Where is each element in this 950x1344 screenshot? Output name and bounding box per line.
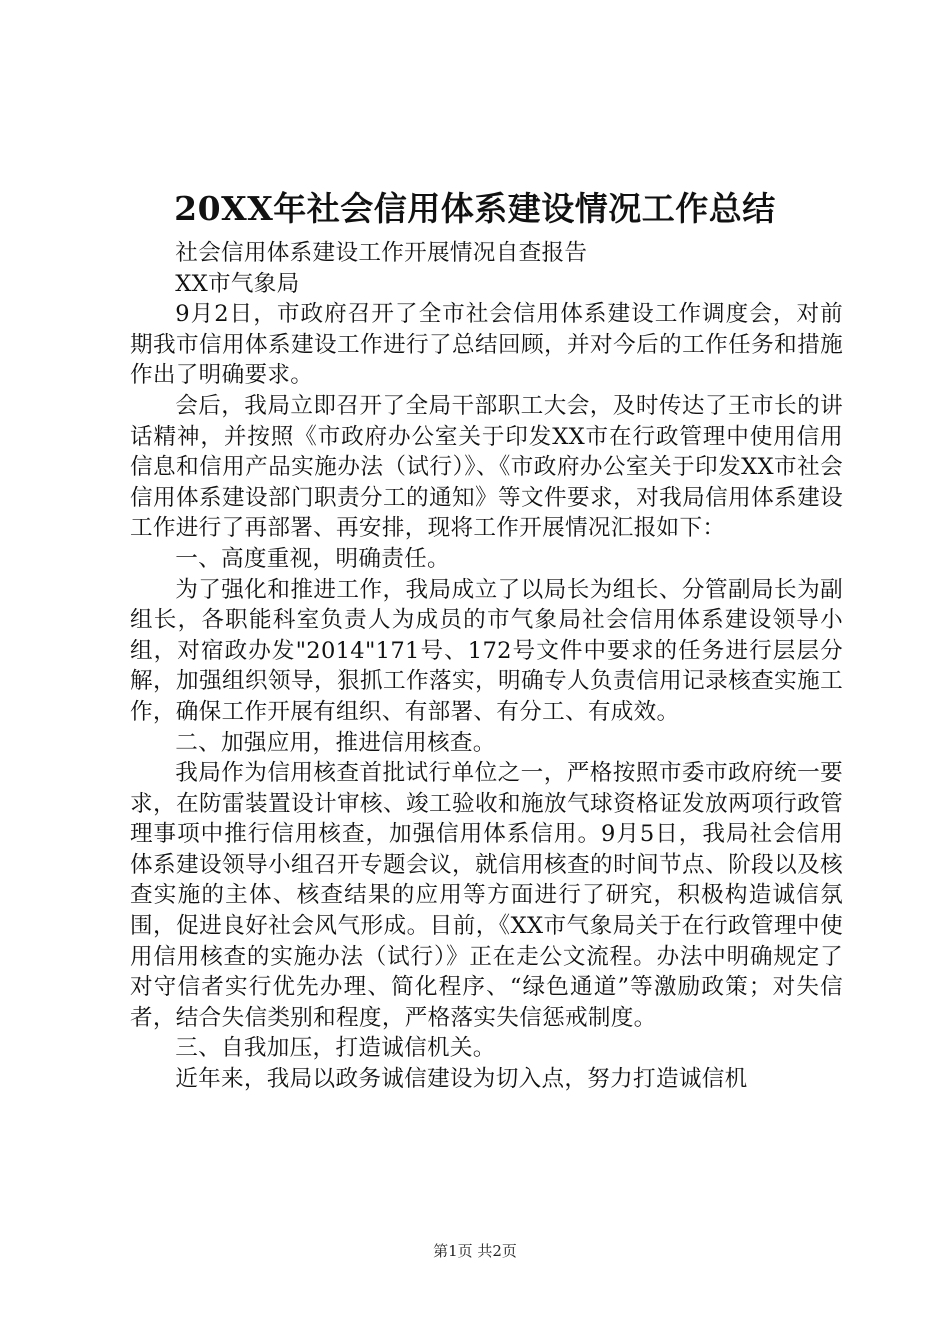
paragraph-subtitle: 社会信用体系建设工作开展情况自查报告 [175, 240, 588, 266]
paragraph: 会后，我局立即召开了全局干部职工大会，及时传达了王市长的讲话精神，并按照《市政府办公室关于印发XX市在行政管理中使用信用信息和信用产品实施办法（试行）》、《市政府办公室关于印发XX市社会信用体系建设部门职责分工的通知》等文件要求，对我局信用体系建设工作进行了再部署、再安排，现将工作开展情况汇报如下： [130, 392, 843, 542]
section-heading: 一、高度重视，明确责任。 [175, 545, 450, 572]
document-body [130, 238, 843, 1095]
section-heading: 二、加强应用，推进信用核查。 [175, 729, 496, 756]
page-footer: 第1页 共2页 [433, 1242, 517, 1260]
paragraph: 近年来，我局以政务诚信建设为切入点，努力打造诚信机 [175, 1066, 748, 1093]
section-heading: 三、自我加压，打造诚信机关。 [175, 1035, 496, 1062]
document-title: 20XX年社会信用体系建设情况工作总结 [174, 189, 776, 228]
paragraph: 我局作为信用核查首批试行单位之一，严格按照市委市政府统一要求，在防雷装置设计审核、竣工验收和施放气球资格证发放两项行政管理事项中推行信用核查，加强信用体系信用。9月5日，我局社会信用体系建设领导小组召开专题会议，就信用核查的时间节点、阶段以及核查实施的主体、核查结果的应用等方面进行了研究，积极构造诚信氛围，促进良好社会风气形成。目前，《XX市气象局关于在行政管理中使用信用核查的实施办法（试行）》正在走公文流程。办法中明确规定了对守信者实行优先办理、简化程序、“绿色通道”等激励政策；对失信者，结合失信类别和程度，严格落实失信惩戒制度。 [130, 760, 843, 1031]
paragraph: 为了强化和推进工作，我局成立了以局长为组长、分管副局长为副组长，各职能科室负责人为成员的市气象局社会信用体系建设领导小组，对宿政办发"2014"171号、172号文件中要求的任务进行层层分解，加强组织领导，狠抓工作落实，明确专人负责信用记录核查实施工作，确保工作开展有组织、有部署、有分工、有成效。 [130, 576, 843, 725]
paragraph-author: XX市气象局 [175, 270, 300, 297]
paragraph: 9月2日，市政府召开了全市社会信用体系建设工作调度会，对前期我市信用体系建设工作进行了总结回顾，并对今后的工作任务和措施作出了明确要求。 [130, 301, 843, 389]
